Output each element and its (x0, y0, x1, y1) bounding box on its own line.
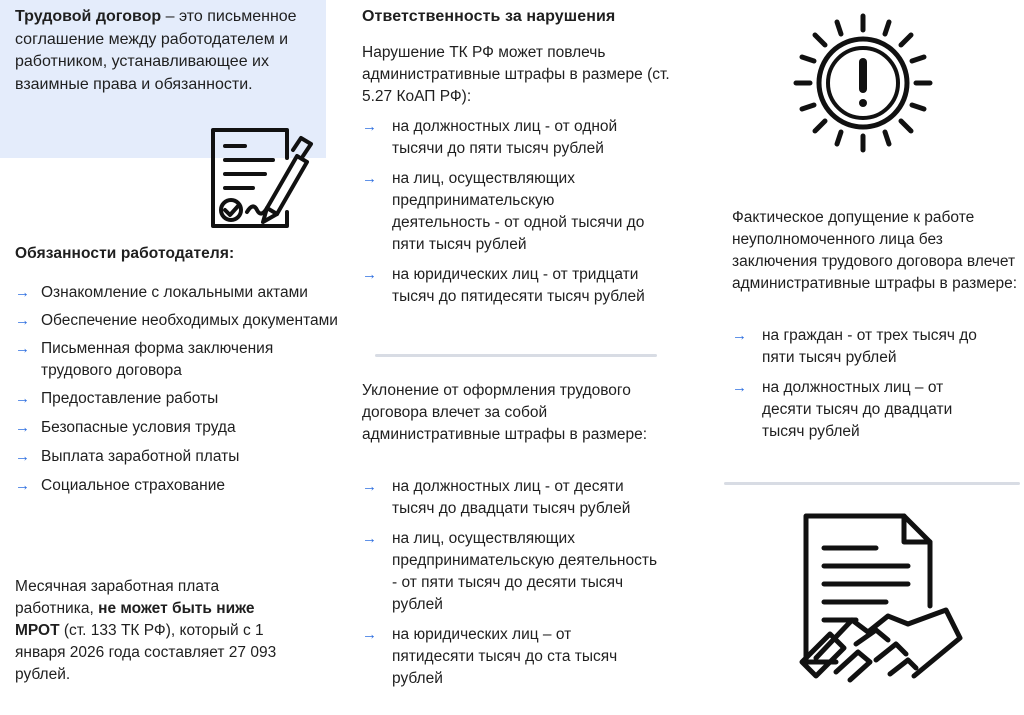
arrow-icon: → (15, 312, 30, 329)
list-item: → на лиц, осуществляющих предпринимательскую деятельность - от одной тысячи до пяти тысяч рублей (362, 170, 645, 253)
list-item: → на юридических лиц - от тридцати тысяч до пятидесяти тысяч рублей (362, 266, 645, 305)
arrow-icon: → (732, 379, 747, 396)
list-item: → Ознакомление с локальными актами (15, 282, 340, 304)
unauthorized-list (732, 325, 992, 443)
responsibility-list (362, 116, 652, 308)
arrow-icon: → (362, 626, 377, 643)
list-item: → Безопасные условия труда (15, 417, 340, 439)
responsibility-intro: Нарушение ТК РФ может повлечь административные штрафы в размере (ст. 5.27 КоАП РФ): (362, 44, 670, 105)
list-item: → Обеспечение необходимых документами (15, 310, 340, 332)
divider (724, 482, 1020, 485)
list-item: → Предоставление работы (15, 388, 340, 410)
arrow-icon: → (362, 530, 377, 547)
arrow-icon: → (15, 390, 30, 407)
list-item: → на граждан - от трех тысяч до пяти тысяч рублей (732, 327, 977, 366)
arrow-icon: → (15, 477, 30, 494)
arrow-icon: → (15, 448, 30, 465)
list-item: → Социальное страхование (15, 475, 340, 497)
list-item: → на должностных лиц - от десяти тысяч до двадцати тысяч рублей (362, 478, 631, 517)
unauthorized-intro: Фактическое допущение к работе неуполномоченного лица без заключения трудового договора влечет административные штрафы в размере: (732, 209, 1018, 292)
definition-term: Трудовой договор (15, 8, 162, 25)
list-item: → на должностных лиц - от одной тысячи до пяти тысяч рублей (362, 118, 618, 157)
evasion-intro: Уклонение от оформления трудового договора влечет за собой административные штрафы в размере: (362, 382, 648, 443)
list-item: → Письменная форма заключения трудового договора (15, 340, 274, 379)
list-item: → на юридических лиц – от пятидесяти тысяч до ста тысяч рублей (362, 626, 618, 687)
definition-body: – это письменное соглашение между работодателем и работником, устанавливающее их взаимные права и обязанности. (15, 8, 297, 93)
arrow-icon: → (362, 118, 377, 135)
arrow-icon: → (732, 327, 747, 344)
arrow-icon: → (15, 340, 30, 357)
warning-sun-icon (790, 10, 936, 156)
contract-sign-icon (205, 122, 317, 234)
arrow-icon: → (15, 284, 30, 301)
responsibility-heading: Ответственность за нарушения (362, 8, 616, 25)
definition-text (15, 6, 323, 96)
arrow-icon: → (362, 266, 377, 283)
divider (375, 354, 657, 357)
list-item: → на лиц, осуществляющих предпринимательскую деятельность - от пяти тысяч до десяти тысяч рублей (362, 530, 658, 613)
wage-note: Месячная заработная плата работника, не может быть ниже МРОТ (ст. 133 ТК РФ), который с 1 января 2026 года составляет 27 093 рублей. (15, 578, 277, 683)
evasion-list (362, 476, 657, 690)
employer-duties-list (15, 282, 340, 497)
employer-duties-heading: Обязанности работодателя: (15, 245, 235, 262)
arrow-icon: → (15, 419, 30, 436)
arrow-icon: → (362, 478, 377, 495)
wage-emphasis: не может быть ниже МРОТ (15, 600, 255, 639)
list-item: → на должностных лиц – от десяти тысяч до двадцати тысяч рублей (732, 379, 953, 440)
arrow-icon: → (362, 170, 377, 187)
list-item: → Выплата заработной платы (15, 446, 340, 468)
handshake-document-icon (796, 512, 964, 688)
